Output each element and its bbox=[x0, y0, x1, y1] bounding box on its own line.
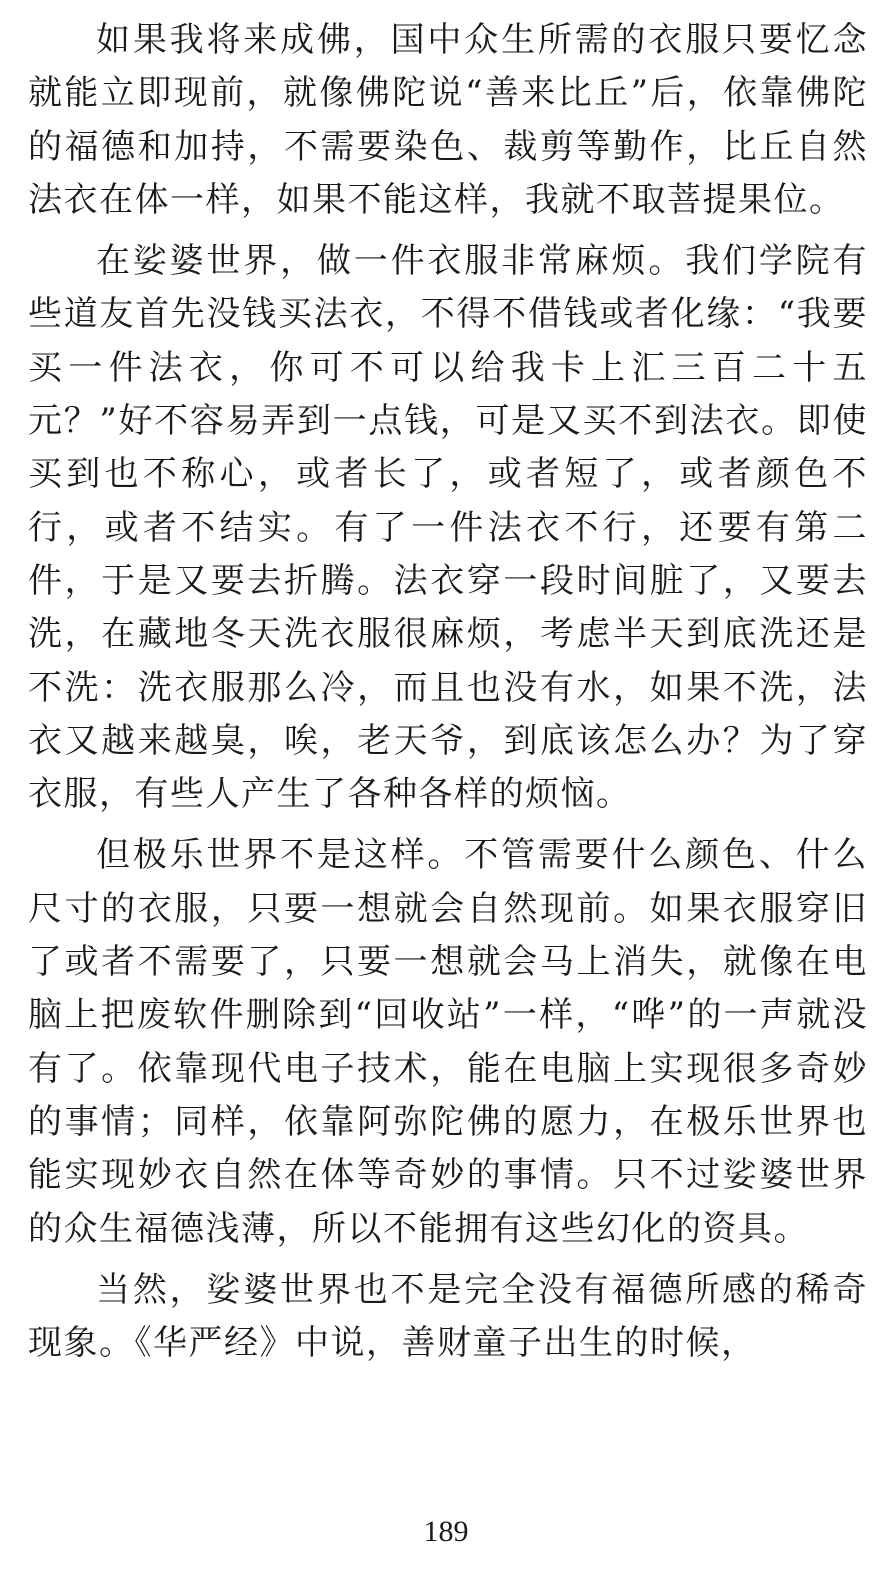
paragraph-4: 当然，娑婆世界也不是完全没有福德所感的稀奇现象。《华严经》中说，善财童子出生的时候， bbox=[28, 1269, 868, 1364]
page-number: 189 bbox=[423, 1515, 469, 1548]
body-text bbox=[28, 14, 868, 1378]
paragraph-1: 如果我将来成佛，国中众生所需的衣服只要忆念就能立即现前，就像佛陀说“善来比丘”后，依靠佛陀的福德和加持，不需要染色、裁剪等勤作，比丘自然法衣在体一样，如果不能这样，我就不取菩提果位。 bbox=[28, 20, 868, 220]
paragraph-3: 但极乐世界不是这样。不管需要什么颜色、什么尺寸的衣服，只要一想就会自然现前。如果衣服穿旧了或者不需要了，只要一想就会马上消失，就像在电脑上把废软件删除到“回收站”一样，“哗”的一声就没有了。依靠现代电子技术，能在电脑上实现很多奇妙的事情；同样，依靠阿弥陀佛的愿力，在极乐世界也能实现妙衣自然在体等奇妙的事情。只不过娑婆世界的众生福德浅薄，所以不能拥有这些幻化的资具。 bbox=[28, 835, 868, 1249]
paragraph-2: 在娑婆世界，做一件衣服非常麻烦。我们学院有些道友首先没钱买法衣，不得不借钱或者化缘：“我要买一件法衣，你可不可以给我卡上汇三百二十五元？”好不容易弄到一点钱，可是又买不到法衣。即使买到也不称心，或者长了，或者短了，或者颜色不行，或者不结实。有了一件法衣不行，还要有第二件，于是又要去折腾。法衣穿一段时间脏了，又要去洗，在藏地冬天洗衣服很麻烦，考虑半天到底洗还是不洗：洗衣服那么冷，而且也没有水，如果不洗，法衣又越来越臭，唉，老天爷，到底该怎么办？为了穿衣服，有些人产生了各种各样的烦恼。 bbox=[28, 241, 868, 815]
